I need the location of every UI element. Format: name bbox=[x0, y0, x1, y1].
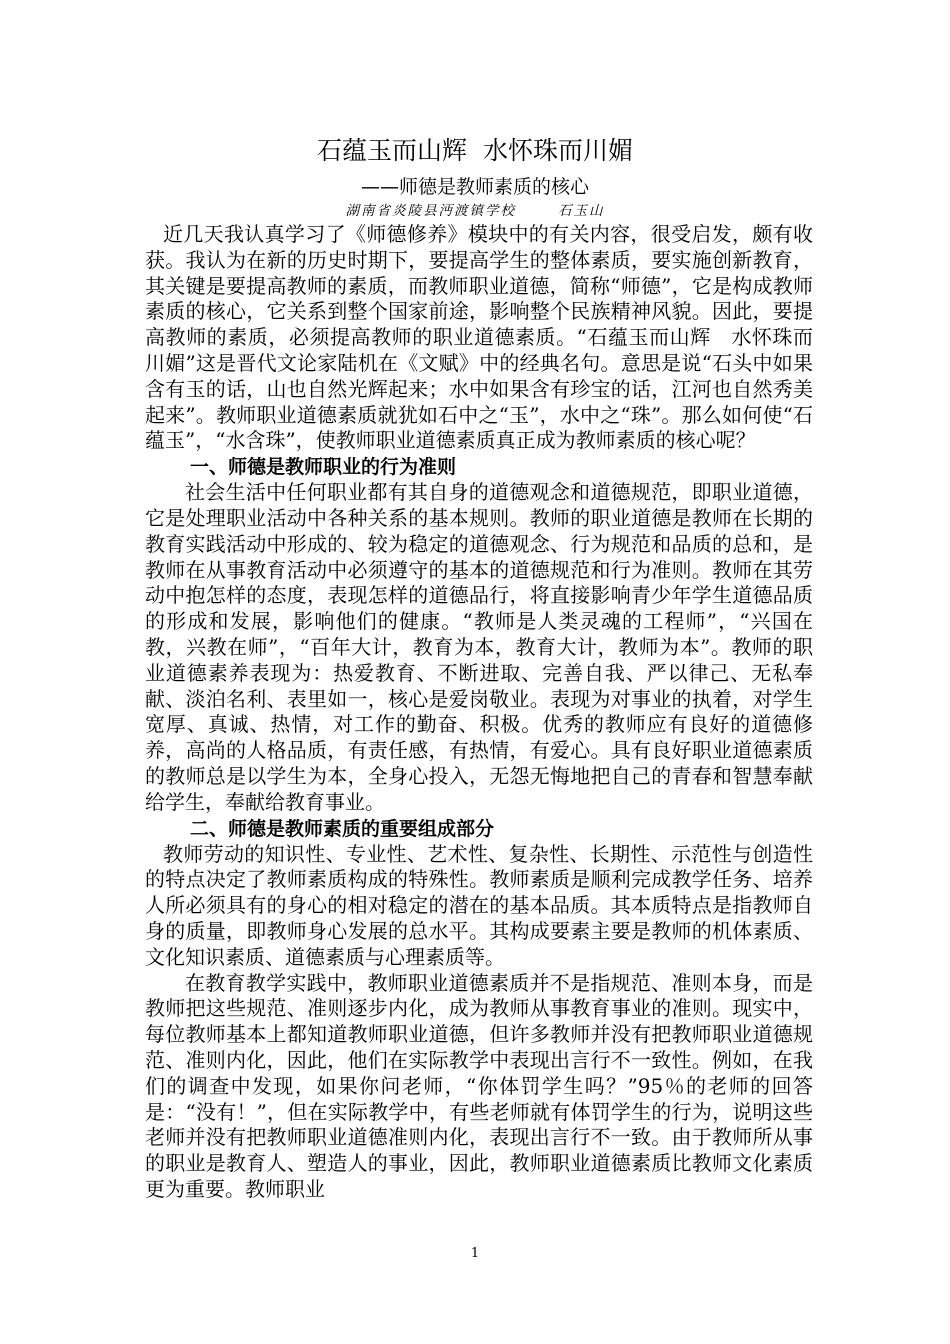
school-name: 湖南省炎陵县沔渡镇学校 bbox=[345, 203, 516, 219]
document-body bbox=[145, 222, 813, 1203]
section-2-paragraph-2: 在教育教学实践中，教师职业道德素质并不是指规范、准则本身，而是教师把这些规范、准则逐步内化，成为教师从事教育事业的准则。现实中，每位教师基本上都知道教师职业道德，但许多教师并没有把教师职业道德规范、准则内化，因此，他们在实际教学中表现出言行不一致性。例如，在我们的调查中发现，如果你问老师，“你体罚学生吗？”95％的老师的回答是：“没有！”，但在实际教学中，有些老师就有体罚学生的行为，说明这些老师并没有把教师职业道德准则内化，表现出言行不一致。由于教师所从事的职业是教育人、塑造人的事业，因此，教师职业道德素质比教师文化素质更为重要。教师职业 bbox=[145, 970, 813, 1201]
section-1-heading: 一、师德是教师职业的行为准则 bbox=[190, 456, 457, 479]
section-2-paragraph-1: 教师劳动的知识性、专业性、艺术性、复杂性、长期性、示范性与创造性的特点决定了教师素质构成的特殊性。教师素质是顺利完成教学任务、培养人所必须具有的身心的相对稳定的潜在的基本品质。其本质特点是指教师自身的质量，即教师身心发展的总水平。其构成要素主要是教师的机体素质、文化知识素质、道德素质与心理素质等。 bbox=[145, 841, 813, 969]
byline bbox=[0, 201, 950, 221]
author-name: 石玉山 bbox=[558, 203, 605, 219]
document-subtitle: ——师德是教师素质的核心 bbox=[360, 176, 589, 198]
intro-paragraph: 近几天我认真学习了《师德修养》模块中的有关内容，很受启发，颇有收获。我认为在新的历史时期下，要提高学生的整体素质，要实施创新教育，其关键是要提高教师的素质，而教师职业道德，简称“师德”，它是构成教师素质的核心，它关系到整个国家前途，影响整个民族精神风貌。因此，要提高教师的素质，必须提高教师的职业道德素质。“石蕴玉而山辉 水怀珠而川媚”这是晋代文论家陆机在《文赋》中的经典名句。意思是说“石头中如果含有玉的话，山也自然光辉起来；水中如果含有珍宝的话，江河也自然秀美起来”。教师职业道德素质就犹如石中之“玉”，水中之“珠”。那么如何使“石蕴玉”，“水含珠”，使教师职业道德素质真正成为教师素质的核心呢？ bbox=[145, 222, 813, 453]
document-title: 石蕴玉而山辉 水怀珠而川媚 bbox=[317, 136, 633, 165]
section-2-heading: 二、师德是教师素质的重要组成部分 bbox=[190, 817, 495, 840]
page-number: 1 bbox=[470, 1246, 480, 1261]
section-1-paragraph: 社会生活中任何职业都有其自身的道德观念和道德规范，即职业道德，它是处理职业活动中各种关系的基本规则。教师的职业道德是教师在长期的教育实践活动中形成的、较为稳定的道德观念、行为规范和品质的总和，是教师在从事教育活动中必须遵守的基本的道德规范和行为准则。教师在其劳动中抱怎样的态度，表现怎样的道德品行，将直接影响青少年学生道德品质的形成和发展，影响他们的健康。“教师是人类灵魂的工程师”，“兴国在教，兴教在师”，“百年大计，教育为本，教育大计，教师为本”。教师的职业道德素养表现为：热爱教育、不断进取、完善自我、严以律己、无私奉献、淡泊名利、表里如一，核心是爱岗敬业。表现为对事业的执着，对学生宽厚、真诚、热情，对工作的勤奋、积极。优秀的教师应有良好的道德修养，高尚的人格品质，有责任感，有热情，有爱心。具有良好职业道德素质的教师总是以学生为本，全身心投入，无怨无悔地把自己的青春和智慧奉献给学生，奉献给教育事业。 bbox=[145, 480, 813, 814]
